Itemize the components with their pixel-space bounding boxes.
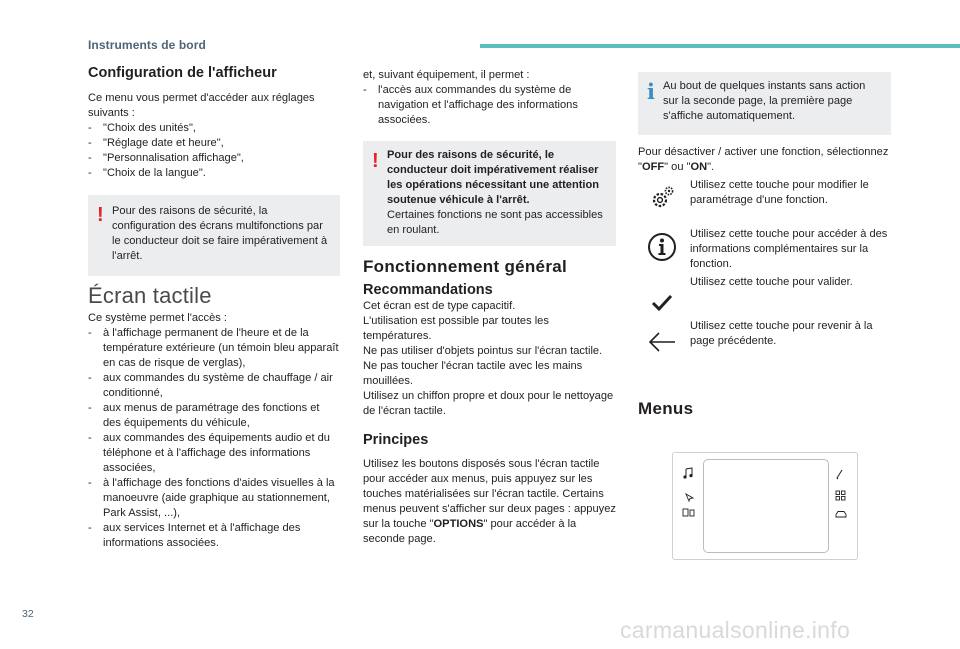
checkmark-icon [638,275,686,315]
warning-bold-text: Pour des raisons de sécurité, le conducteur doit impérativement réaliser les opérations nécessitant une attention soutenue véhicule à l'arrêt. [387,149,600,206]
list-item: - "Personnalisation affichage", [88,151,340,166]
off-key: OFF [641,161,665,173]
warning-text: Certaines fonctions ne sont pas accessibles en roulant. [387,209,603,236]
principes-title: Principes [363,432,429,448]
list-item: - "Choix des unités", [88,121,340,136]
nav-intro: et, suivant équipement, il permet : [363,69,530,81]
phone-icon [835,467,844,485]
icon-row-info [638,227,891,272]
warning-text: Pour des raisons de sécurité, la configuration des écrans multifonctions par le conducteur doit se faire impérativement à l'arrêt. [112,205,328,262]
list-item: - aux menus de paramétrage des fonctions et des équipements du véhicule, [88,401,340,431]
options-key: OPTIONS [433,518,484,530]
icon-text: Utilisez cette touche pour revenir à la page précédente. [690,320,873,347]
warning-icon: ! [97,204,104,226]
list-item: - "Choix de la langue". [88,166,340,181]
menus-title: Menus [638,399,694,418]
general-title: Fonctionnement général [363,257,568,276]
connected-apps-icon [682,505,696,523]
warning-box [88,195,340,276]
apps-grid-icon [835,488,846,506]
header-bar [480,44,960,48]
principes-text: Utilisez les boutons disposés sous l'écran tactile pour accéder aux menus, puis appuyez sur les touches matérialisées sur l'écran tactile. Certains menus peuvent s'afficher sur deux pages : appuyez sur la touche "OPTIONS" pour accéder à la seconde page. [363,458,616,545]
list-item: - l'accès aux commandes du système de navigation et l'affichage des informations associées. [363,83,616,128]
on-key: ON [690,161,708,173]
info-icon: i [647,79,655,104]
config-title: Configuration de l'afficheur [88,65,277,81]
icon-text: Utilisez cette touche pour modifier le paramétrage d'une fonction. [690,179,869,206]
menu-panel-illustration [672,452,858,560]
column-2 [363,68,616,547]
list-item: - "Réglage date et heure", [88,136,340,151]
watermark: carmanualsonline.info [620,617,851,643]
back-arrow-icon [638,319,686,359]
list-item: - à l'affichage permanent de l'heure et de la température extérieure (un témoin bleu apparaît en cas de risque de verglas), [88,326,340,371]
reco-line: Ne pas toucher l'écran tactile avec les mains mouillées. [363,360,583,387]
reco-line: Utilisez un chiffon propre et doux pour le nettoyage de l'écran tactile. [363,390,614,417]
reco-line: Cet écran est de type capacitif. [363,300,516,312]
info-circle-icon [638,227,686,267]
warning-icon: ! [372,150,379,172]
page-number: 32 [22,608,34,620]
warning-box [363,141,616,246]
list-item: - aux commandes des équipements audio et du téléphone et à l'affichage des informations associées, [88,431,340,476]
icon-row-back [638,319,891,359]
touchscreen-frame [703,459,829,553]
column-1 [88,66,340,551]
nav-list [363,83,616,128]
touch-intro: Ce système permet l'accès : [88,312,227,324]
music-note-icon [682,466,694,484]
icon-row-check [638,275,891,315]
section-title: Instruments de bord [88,38,206,52]
icon-text: Utilisez cette touche pour accéder à des informations complémentaires sur la fonction. [690,228,888,270]
icon-row-settings [638,178,891,218]
reco-line: L'utilisation est possible par toutes les températures. [363,315,549,342]
list-item: - à l'affichage des fonctions d'aides visuelles à la manoeuvre (aide graphique au stationnement, Park Assist, ...), [88,476,340,521]
info-text: Au bout de quelques instants sans action sur la seconde page, la première page s'affiche automatiquement. [663,80,866,122]
reco-line: Ne pas utiliser d'objets pointus sur l'écran tactile. [363,345,603,357]
vehicle-icon [835,506,847,524]
list-item: - aux commandes du système de chauffage / air conditionné, [88,371,340,401]
info-box [638,72,891,135]
toggle-text: Pour désactiver / activer une fonction, sélectionnez "OFF" ou "ON". [638,146,889,173]
config-list [88,121,340,181]
column-3 [638,72,891,416]
touch-list [88,326,340,551]
touch-title: Écran tactile [88,283,212,308]
icon-text: Utilisez cette touche pour valider. [690,276,853,288]
list-item: - aux services Internet et à l'affichage des informations associées. [88,521,340,551]
reco-title: Recommandations [363,282,493,298]
config-intro: Ce menu vous permet d'accéder aux réglages suivants : [88,92,315,119]
settings-gear-icon [638,178,686,218]
